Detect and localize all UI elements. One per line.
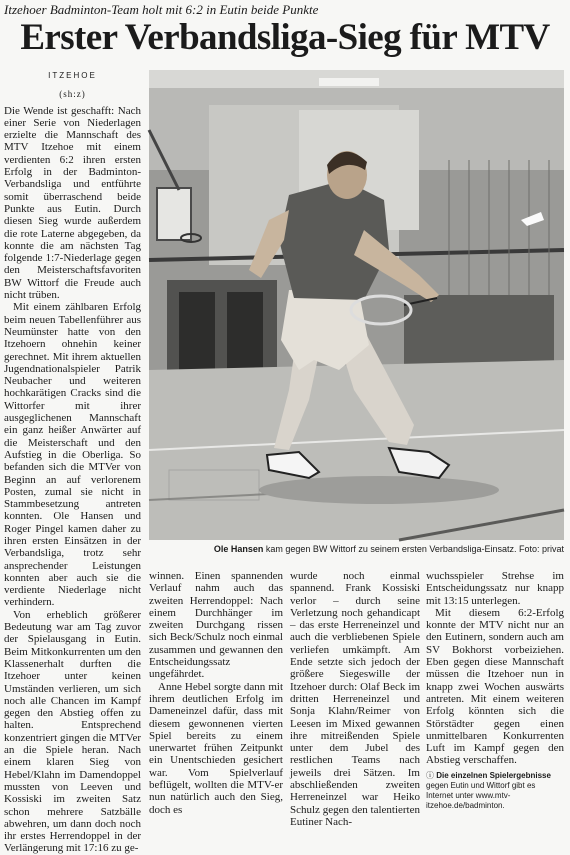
- article-column-2: [149, 570, 283, 816]
- info-icon: ⓘ: [426, 770, 434, 780]
- footnote-bold: Die einzelnen Spielergebnisse: [436, 770, 551, 780]
- agency-tag: (sh:z): [59, 89, 86, 100]
- paragraph: wurde noch einmal spannend. Frank Kossiski verlor – durch seine Verletzung noch gehandicapt – das erste Herreneinzel und auch die verbliebenen Spiele verliefen umkämpft. Am Ende setzte sich jedoch der größere Siegeswille der Itzehoer durch: Olaf Beck im dritten Herreneinzel und Sonja Klahn/Reimer von Leesen im Mixed gewannen ihre mitreißenden Spiele unter dem Jubel des restlichen Teams nach jeweils drei Sätzen. Im abschließenden zweiten Herreneinzel war Heiko Schulz gegen den talentierten Eutiner Nach-: [290, 570, 420, 828]
- caption-name: Ole Hansen: [213, 544, 264, 554]
- photo-caption: [149, 543, 564, 555]
- paragraph: Die Wende ist geschafft: Nach einer Serie von Niederlagen erzielte die Mannschaft des MTV Itzehoe mit einem verdienten 6:2 ihren ersten Erfolg in der Badminton-Verbandsliga und entführte somit überraschend beide Punkte aus Eutin. Durch diesen Sieg wurde außerdem die rote Laterne abgegeben, da konnte die am nächsten Tag folgende 1:7-Niederlage gegen den Meisterschaftsfavoriten BW Wittorf die Freude auch nicht trüben.: [4, 104, 141, 302]
- article-headline: Erster Verbandsliga-Sieg für MTV: [20, 17, 550, 58]
- paragraph: wuchsspieler Strehse im Entscheidungssatz nur knapp mit 13:15 unterlegen.: [426, 570, 564, 607]
- article-photo: [149, 70, 564, 540]
- paragraph: Mit diesem 6:2-Erfolg konnte der MTV nicht nur an den Eutinern, sondern auch am SV Bokhorst vorbeiziehen. Eben gegen diese Mannschaft müssen die Itzehoer nun in knapp zwei Wochen auswärts antreten. Mit einem weiteren Erfolg könnten sich die Störstädter gegen einen unmittelbaren Konkurrenten Luft im Kampf gegen den Abstieg verschaffen.: [426, 606, 564, 767]
- article-kicker: Itzehoer Badminton-Team holt mit 6:2 in Eutin beide Punkte: [4, 2, 319, 17]
- dateline: ITZEHOE: [48, 71, 97, 80]
- footnote-text: gegen Eutin und Wittorf gibt es Internet unter www.mtv-itzehoe.de/badminton.: [426, 780, 536, 810]
- badminton-player-photo: [149, 70, 564, 540]
- paragraph: Mit einem zählbaren Erfolg beim neuen Tabellenführer aus Neumünster hatte von den Itzehoern ohnehin keiner gerechnet. Mit ihrem aktuellen Jugendnationalspieler Patrik Neubacher und weiteren hochkarätigen Cracks sind die Wittorfer mit ihrer ausgeglichenen Mannschaft ein ganz heißer Anwärter auf die Meisterschaft und den Aufstieg in die Oberliga. So befanden sich die MTVer von Beginn an auf verlorenem Posten, zumal sie nicht in Stammbesetzung antreten konnten. Ole Hansen und Roger Pingel kamen daher zu ihren ersten Einsätzen in der Verbandsliga, trotz sehr ansprechender Leistungen konnten aber auch sie die verdiente Niederlage nicht verhindern.: [4, 301, 141, 609]
- article-column-4: [426, 570, 564, 810]
- paragraph: winnen. Einen spannenden Verlauf nahm auch das zweiten Herrendoppel: Nach einem Durchhänger im zweiten Durchgang rissen sich Beck/Schulz noch einmal zusammen und gewannen den Entscheidungssatz ungefährdet.: [149, 570, 283, 681]
- article-column-1: [4, 66, 141, 855]
- caption-text: kam gegen BW Wittorf zu seinem ersten Verbandsliga-Einsatz. Foto: privat: [263, 544, 564, 554]
- paragraph: Anne Hebel sorgte dann mit ihrem deutlichen Erfolg im Dameneinzel dafür, dass mit diesem gewonnenen vierten Spiel bereits zu einem unerwartet frühen Zeitpunkt ein Unentschieden gesichert war. Vom Spielverlauf beflügelt, wollten die MTV-er nun natürlich auch den Sieg, doch es: [149, 680, 283, 816]
- paragraph: Von erheblich größerer Bedeutung war am Tag zuvor der Spielausgang in Eutin. Beim Mitkonkurrenten um den Klassenerhalt durften die Itzehoer unter keinen Umständen verlieren, um sich noch alle Chancen im Kampf gegen den Abstieg offen zu halten. Entsprechend konzentriert gingen die MTVer an die Spiele heran. Nach einem klaren Sieg von Hebel/Klahn im Damendoppel mussten von Leeven und Kossiski im zweiten Satz schon mehrere Satzbälle abwehren, um dann doch noch ihr erstes Herrendoppel in der Verlängerung mit 17:16 zu ge-: [4, 608, 141, 855]
- article-column-3: [290, 570, 420, 828]
- footnote: [426, 771, 564, 811]
